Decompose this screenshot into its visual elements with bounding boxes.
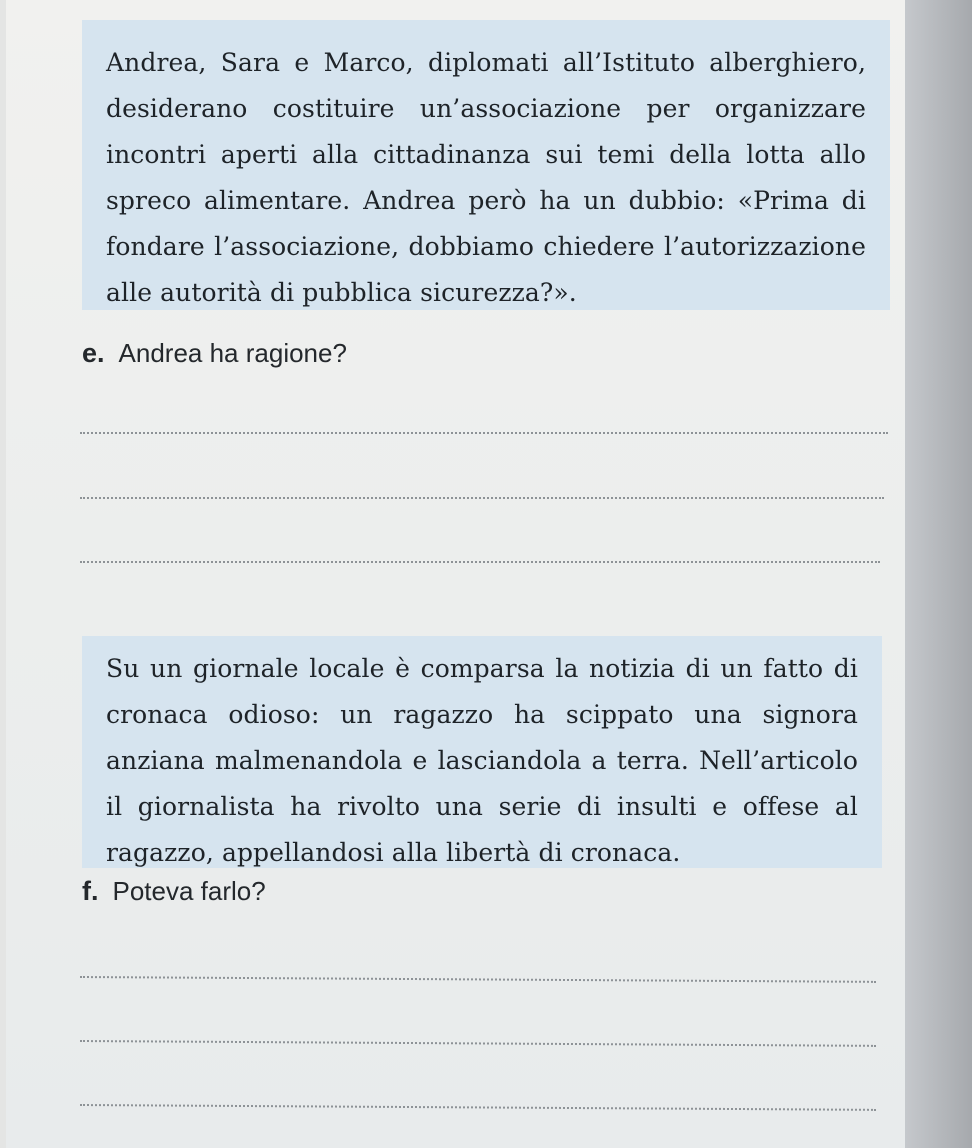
- scenario-box-f: [82, 636, 882, 868]
- question-text-e: Andrea ha ragione?: [118, 338, 347, 368]
- textbook-page: [6, 0, 911, 1148]
- answer-line-e-2[interactable]: [80, 497, 884, 499]
- scenario-text-f: Su un giornale locale è comparsa la notizia di un fatto di cronaca odioso: un ragazzo ha scippato una signora anziana malmenandola e lasciandola a terra. Nell’articolo il giornalista ha rivolto una serie di insulti e offese al ragazzo, appellandosi alla libertà di cronaca.: [106, 654, 858, 867]
- question-letter-f: f.: [82, 876, 99, 906]
- answer-line-f-3[interactable]: [80, 1104, 876, 1111]
- question-text-f: Poteva farlo?: [112, 876, 266, 906]
- question-f: [82, 876, 266, 907]
- question-e: [82, 338, 347, 369]
- answer-line-e-3[interactable]: [80, 561, 880, 563]
- scenario-text-e: Andrea, Sara e Marco, diplomati all’Istituto alberghiero, desiderano costituire un’associazione per organizzare incontri aperti alla cittadinanza sui temi della lotta allo spreco alimentare. Andrea però ha un dubbio: «Prima di fondare l’associazione, dobbiamo chiedere l’autorizzazione alle autorità di pubblica sicurezza?».: [106, 48, 866, 307]
- answer-line-e-1[interactable]: [80, 432, 888, 434]
- answer-line-f-1[interactable]: [80, 976, 876, 983]
- answer-line-f-2[interactable]: [80, 1040, 876, 1047]
- background-surface: [905, 0, 972, 1148]
- question-letter-e: e.: [82, 338, 105, 368]
- scenario-box-e: [82, 20, 890, 310]
